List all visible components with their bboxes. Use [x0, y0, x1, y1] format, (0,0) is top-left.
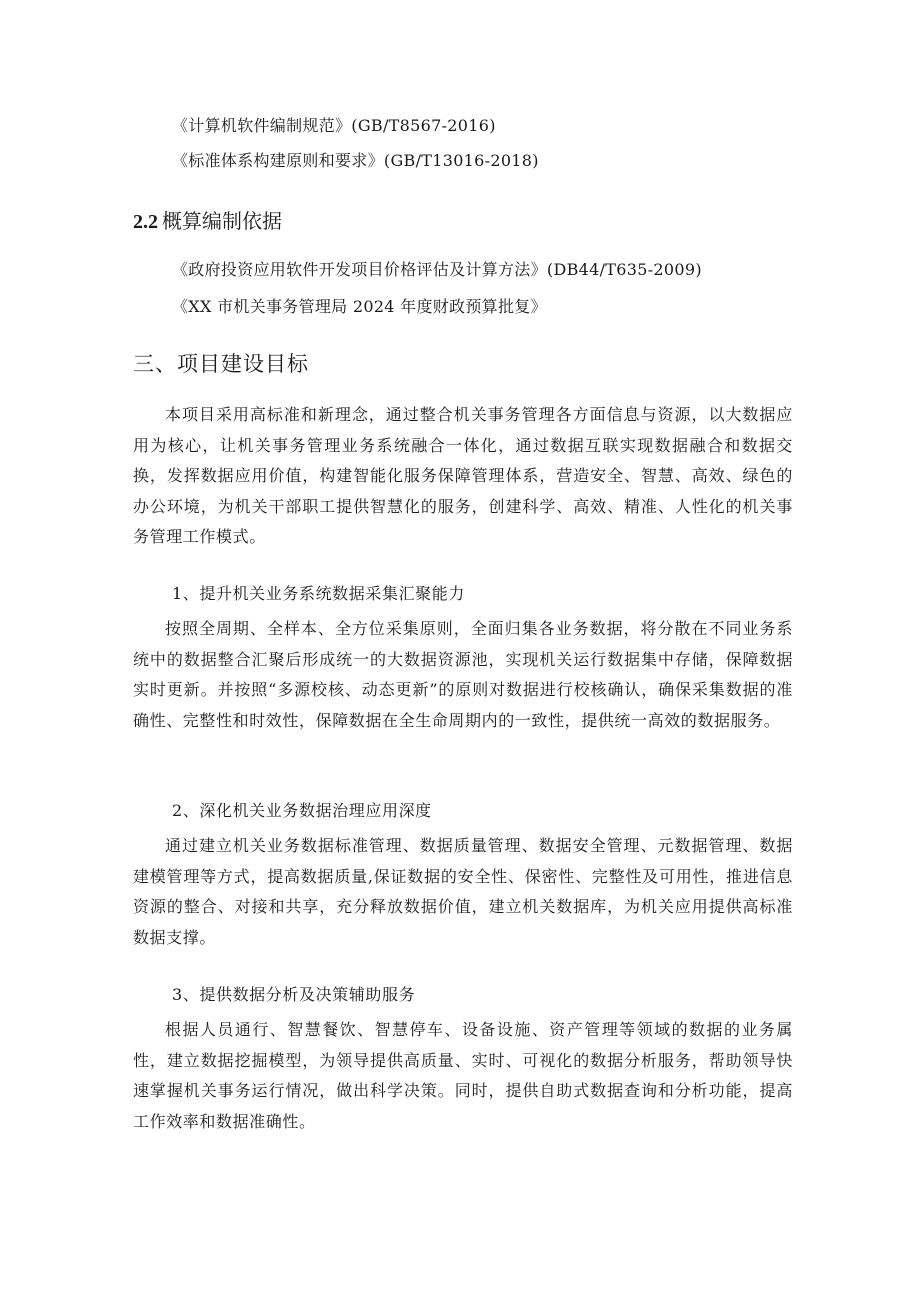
goal-1-body: 按照全周期、全样本、全方位采集原则，全面归集各业务数据，将分散在不同业务系统中的数据整合汇聚后形成统一的大数据资源池，实现机关运行数据集中存储，保障数据实时更新。并按照“多源校核、动态更新”的原则对数据进行校核确认，确保采集数据的准确性、完整性和时效性，保障数据在全生命周期内的一致性，提供统一高效的数据服务。 [133, 619, 793, 730]
reference-budget-approval: 《XX 市机关事务管理局 2024 年度财政预算批复》 [172, 297, 547, 316]
reference-price-evaluation: 《政府投资应用软件开发项目价格评估及计算方法》(DB44/T635-2009) [172, 260, 702, 279]
goal-2-body: 通过建立机关业务数据标准管理、数据质量管理、数据安全管理、元数据管理、数据建模管理等方式，提高数据质量,保证数据的安全性、保密性、完整性及可用性，推进信息资源的整合、对接和共享，充分释放数据价值，建立机关数据库，为机关应用提供高标准数据支撑。 [133, 836, 793, 947]
goal-1-title: 1、提升机关业务系统数据采集汇聚能力 [172, 584, 465, 603]
intro-paragraph: 本项目采用高标准和新理念，通过整合机关事务管理各方面信息与资源，以大数据应用为核心，让机关事务管理业务系统融合一体化，通过数据互联实现数据融合和数据交换，发挥数据应用价值，构建智能化服务保障管理体系，营造安全、智慧、高效、绿色的办公环境，为机关干部职工提供智慧化的服务，创建科学、高效、精准、人性化的机关事务管理工作模式。 [133, 405, 793, 546]
section-heading: 三、项目建设目标 [133, 352, 309, 376]
goal-2-title: 2、深化机关业务数据治理应用深度 [172, 801, 432, 820]
subsection-heading [133, 208, 282, 235]
subsection-number: 2.2 [133, 211, 158, 233]
subsection-title: 概算编制依据 [162, 209, 282, 233]
goal-3-body: 根据人员通行、智慧餐饮、智慧停车、设备设施、资产管理等领域的数据的业务属性，建立数据挖掘模型，为领导提供高质量、实时、可视化的数据分析服务，帮助领导快速掌握机关事务运行情况，做出科学决策。同时，提供自助式数据查询和分析功能，提高工作效率和数据准确性。 [133, 1020, 793, 1131]
goal-3-title: 3、提供数据分析及决策辅助服务 [172, 985, 416, 1004]
reference-software-spec: 《计算机软件编制规范》(GB/T8567-2016) [172, 116, 496, 135]
reference-standard-system: 《标准体系构建原则和要求》(GB/T13016-2018) [172, 151, 539, 170]
